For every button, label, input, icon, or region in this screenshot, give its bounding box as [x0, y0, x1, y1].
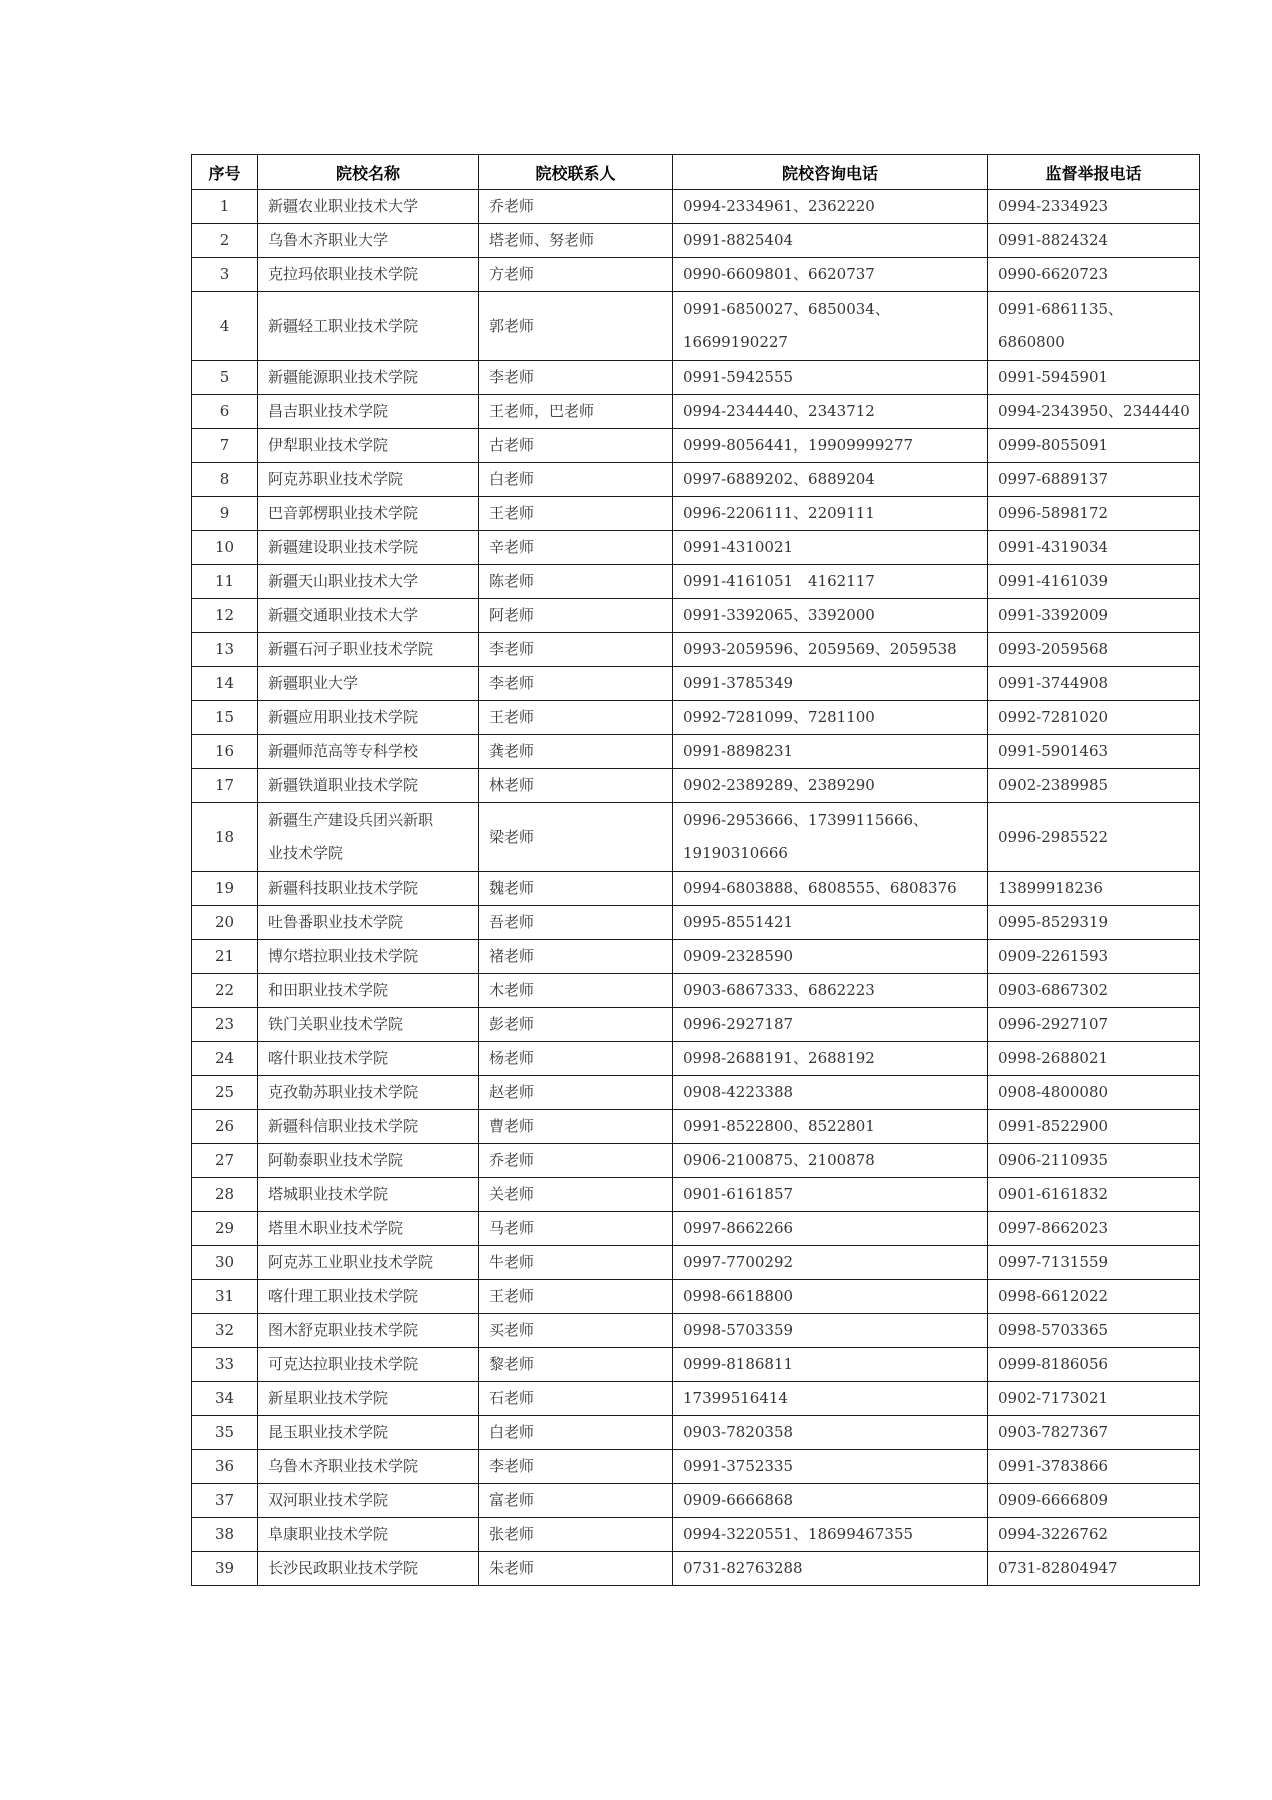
- cell-contact-person: 魏老师: [479, 872, 673, 906]
- cell-consult-phone: 0999-8056441，19909999277: [673, 429, 988, 463]
- cell-contact-person: 林老师: [479, 769, 673, 803]
- cell-index: 34: [192, 1382, 258, 1416]
- cell-report-phone: 0997-8662023: [988, 1212, 1200, 1246]
- cell-report-phone: 0998-6612022: [988, 1280, 1200, 1314]
- cell-contact-person: 王老师，巴老师: [479, 395, 673, 429]
- cell-consult-phone: 0991-4310021: [673, 531, 988, 565]
- cell-report-phone: 0991-3783866: [988, 1450, 1200, 1484]
- cell-report-phone: 0998-2688021: [988, 1042, 1200, 1076]
- cell-school-name: 新疆应用职业技术学院: [258, 701, 479, 735]
- table-row: [192, 1144, 1200, 1178]
- table-row: [192, 429, 1200, 463]
- cell-school-name: 新疆师范高等专科学校: [258, 735, 479, 769]
- cell-contact-person: 李老师: [479, 361, 673, 395]
- table-row: [192, 906, 1200, 940]
- cell-contact-person: 木老师: [479, 974, 673, 1008]
- cell-report-phone: 0996-2985522: [988, 803, 1200, 872]
- cell-school-name: 阿克苏职业技术学院: [258, 463, 479, 497]
- cell-contact-person: 李老师: [479, 1450, 673, 1484]
- cell-school-name: 长沙民政职业技术学院: [258, 1552, 479, 1586]
- cell-consult-phone: 0991-4161051 4162117: [673, 565, 988, 599]
- cell-index: 9: [192, 497, 258, 531]
- cell-consult-phone: 0908-4223388: [673, 1076, 988, 1110]
- cell-index: 12: [192, 599, 258, 633]
- table-row: [192, 258, 1200, 292]
- table-body: [192, 190, 1200, 1586]
- cell-consult-phone: 0994-3220551、18699467355: [673, 1518, 988, 1552]
- cell-contact-person: 陈老师: [479, 565, 673, 599]
- header-report-phone: 监督举报电话: [988, 155, 1200, 190]
- cell-school-name: 新疆能源职业技术学院: [258, 361, 479, 395]
- cell-consult-phone: 0991-8522800、8522801: [673, 1110, 988, 1144]
- cell-contact-person: 曹老师: [479, 1110, 673, 1144]
- cell-contact-person: 阿老师: [479, 599, 673, 633]
- cell-consult-phone: [673, 803, 988, 872]
- cell-school-name: 新疆轻工职业技术学院: [258, 292, 479, 361]
- cell-index: 19: [192, 872, 258, 906]
- header-school-name: 院校名称: [258, 155, 479, 190]
- cell-school-name: 喀什职业技术学院: [258, 1042, 479, 1076]
- cell-consult-phone: 0998-6618800: [673, 1280, 988, 1314]
- cell-consult-phone-line: 16699190227: [683, 333, 788, 351]
- cell-index: 3: [192, 258, 258, 292]
- table-row: [192, 1450, 1200, 1484]
- table-row: [192, 940, 1200, 974]
- table-row: [192, 974, 1200, 1008]
- cell-consult-phone: 0992-7281099、7281100: [673, 701, 988, 735]
- cell-contact-person: 富老师: [479, 1484, 673, 1518]
- cell-consult-phone-line: 0991-6850027、6850034、: [683, 300, 890, 318]
- cell-contact-person: 白老师: [479, 463, 673, 497]
- table-row: [192, 1484, 1200, 1518]
- cell-index: 18: [192, 803, 258, 872]
- cell-report-phone: 0999-8055091: [988, 429, 1200, 463]
- cell-index: 24: [192, 1042, 258, 1076]
- table-row: [192, 1280, 1200, 1314]
- cell-consult-phone: 0991-3752335: [673, 1450, 988, 1484]
- cell-contact-person: 辛老师: [479, 531, 673, 565]
- cell-consult-phone: 0997-6889202、6889204: [673, 463, 988, 497]
- cell-school-name: 新疆交通职业技术大学: [258, 599, 479, 633]
- cell-consult-phone: 0991-5942555: [673, 361, 988, 395]
- cell-index: 23: [192, 1008, 258, 1042]
- cell-school-name: 阿勒泰职业技术学院: [258, 1144, 479, 1178]
- cell-report-phone: 0991-5945901: [988, 361, 1200, 395]
- cell-index: 33: [192, 1348, 258, 1382]
- cell-report-phone: 0997-7131559: [988, 1246, 1200, 1280]
- cell-index: 20: [192, 906, 258, 940]
- cell-consult-phone: [673, 292, 988, 361]
- cell-contact-person: 古老师: [479, 429, 673, 463]
- cell-report-phone: 0991-3744908: [988, 667, 1200, 701]
- cell-contact-person: 彭老师: [479, 1008, 673, 1042]
- cell-consult-phone: 0990-6609801、6620737: [673, 258, 988, 292]
- cell-index: 5: [192, 361, 258, 395]
- cell-report-phone: 0991-4161039: [988, 565, 1200, 599]
- table-row: [192, 1314, 1200, 1348]
- cell-contact-person: 郭老师: [479, 292, 673, 361]
- cell-index: 7: [192, 429, 258, 463]
- header-consult-phone: 院校咨询电话: [673, 155, 988, 190]
- cell-report-phone: 0731-82804947: [988, 1552, 1200, 1586]
- cell-school-name: 乌鲁木齐职业大学: [258, 224, 479, 258]
- cell-index: 1: [192, 190, 258, 224]
- table-row: [192, 872, 1200, 906]
- cell-consult-phone: 0991-3785349: [673, 667, 988, 701]
- cell-school-name: 铁门关职业技术学院: [258, 1008, 479, 1042]
- table-row: [192, 190, 1200, 224]
- cell-index: 27: [192, 1144, 258, 1178]
- cell-school-name: 新疆科信职业技术学院: [258, 1110, 479, 1144]
- cell-school-name-line: 业技术学院: [268, 844, 344, 862]
- cell-consult-phone: 0996-2206111、2209111: [673, 497, 988, 531]
- cell-school-name: 新疆职业大学: [258, 667, 479, 701]
- cell-contact-person: 买老师: [479, 1314, 673, 1348]
- table-row: [192, 1518, 1200, 1552]
- cell-contact-person: 牛老师: [479, 1246, 673, 1280]
- cell-consult-phone: 0994-2334961、2362220: [673, 190, 988, 224]
- cell-report-phone: 0991-8824324: [988, 224, 1200, 258]
- cell-contact-person: 赵老师: [479, 1076, 673, 1110]
- table-row: [192, 1008, 1200, 1042]
- cell-school-name: [258, 803, 479, 872]
- cell-contact-person: 乔老师: [479, 190, 673, 224]
- cell-consult-phone: 0997-8662266: [673, 1212, 988, 1246]
- cell-report-phone: 0995-8529319: [988, 906, 1200, 940]
- cell-school-name: 新星职业技术学院: [258, 1382, 479, 1416]
- cell-consult-phone: 17399516414: [673, 1382, 988, 1416]
- cell-school-name: 阜康职业技术学院: [258, 1518, 479, 1552]
- cell-school-name: 新疆科技职业技术学院: [258, 872, 479, 906]
- cell-consult-phone: 0906-2100875、2100878: [673, 1144, 988, 1178]
- cell-report-phone: 0908-4800080: [988, 1076, 1200, 1110]
- cell-index: 2: [192, 224, 258, 258]
- cell-report-phone: 0990-6620723: [988, 258, 1200, 292]
- cell-contact-person: 杨老师: [479, 1042, 673, 1076]
- cell-index: 36: [192, 1450, 258, 1484]
- cell-consult-phone: 0994-6803888、6808555、6808376: [673, 872, 988, 906]
- cell-index: 6: [192, 395, 258, 429]
- cell-consult-phone: 0998-2688191、2688192: [673, 1042, 988, 1076]
- cell-report-phone: 0994-2334923: [988, 190, 1200, 224]
- cell-report-phone: 0996-5898172: [988, 497, 1200, 531]
- cell-report-phone: 0906-2110935: [988, 1144, 1200, 1178]
- cell-consult-phone: 0903-6867333、6862223: [673, 974, 988, 1008]
- table-row: [192, 1076, 1200, 1110]
- cell-contact-person: 吾老师: [479, 906, 673, 940]
- table-row: [192, 735, 1200, 769]
- cell-school-name: 巴音郭楞职业技术学院: [258, 497, 479, 531]
- cell-school-name: 昌吉职业技术学院: [258, 395, 479, 429]
- cell-school-name: 克拉玛依职业技术学院: [258, 258, 479, 292]
- cell-index: 16: [192, 735, 258, 769]
- cell-index: 11: [192, 565, 258, 599]
- cell-report-phone: 0902-2389985: [988, 769, 1200, 803]
- cell-consult-phone: 0991-8825404: [673, 224, 988, 258]
- cell-consult-phone: 0997-7700292: [673, 1246, 988, 1280]
- cell-contact-person: 张老师: [479, 1518, 673, 1552]
- table-row: [192, 531, 1200, 565]
- table-row: [192, 667, 1200, 701]
- cell-report-phone: 0994-3226762: [988, 1518, 1200, 1552]
- cell-contact-person: 龚老师: [479, 735, 673, 769]
- cell-report-phone: 0901-6161832: [988, 1178, 1200, 1212]
- table-row: [192, 633, 1200, 667]
- cell-report-phone: 0992-7281020: [988, 701, 1200, 735]
- cell-report-phone: 0994-2343950、2344440: [988, 395, 1200, 429]
- table-row: [192, 497, 1200, 531]
- cell-index: 13: [192, 633, 258, 667]
- cell-school-name: 乌鲁木齐职业技术学院: [258, 1450, 479, 1484]
- cell-contact-person: 褚老师: [479, 940, 673, 974]
- cell-report-phone: 0998-5703365: [988, 1314, 1200, 1348]
- cell-index: 29: [192, 1212, 258, 1246]
- cell-school-name: 新疆农业职业技术大学: [258, 190, 479, 224]
- cell-contact-person: 塔老师、努老师: [479, 224, 673, 258]
- cell-consult-phone: 0998-5703359: [673, 1314, 988, 1348]
- cell-consult-phone: 0996-2927187: [673, 1008, 988, 1042]
- header-index: 序号: [192, 155, 258, 190]
- cell-school-name: 新疆石河子职业技术学院: [258, 633, 479, 667]
- table-row: [192, 803, 1200, 872]
- table-row: [192, 1178, 1200, 1212]
- table-row: [192, 1348, 1200, 1382]
- cell-index: 25: [192, 1076, 258, 1110]
- cell-consult-phone: 0994-2344440、2343712: [673, 395, 988, 429]
- cell-contact-person: 王老师: [479, 1280, 673, 1314]
- cell-report-phone: 0993-2059568: [988, 633, 1200, 667]
- cell-report-phone: 0903-6867302: [988, 974, 1200, 1008]
- cell-index: 14: [192, 667, 258, 701]
- cell-contact-person: 石老师: [479, 1382, 673, 1416]
- cell-report-phone: 0991-5901463: [988, 735, 1200, 769]
- cell-consult-phone: 0995-8551421: [673, 906, 988, 940]
- cell-report-phone: 0997-6889137: [988, 463, 1200, 497]
- cell-report-phone: 0902-7173021: [988, 1382, 1200, 1416]
- cell-consult-phone: 0909-2328590: [673, 940, 988, 974]
- cell-contact-person: 李老师: [479, 633, 673, 667]
- cell-report-phone: 13899918236: [988, 872, 1200, 906]
- cell-consult-phone: 0903-7820358: [673, 1416, 988, 1450]
- table-row: [192, 224, 1200, 258]
- cell-index: 30: [192, 1246, 258, 1280]
- cell-school-name: 图木舒克职业技术学院: [258, 1314, 479, 1348]
- cell-index: 39: [192, 1552, 258, 1586]
- cell-school-name: 吐鲁番职业技术学院: [258, 906, 479, 940]
- cell-consult-phone: 0902-2389289、2389290: [673, 769, 988, 803]
- table-row: [192, 1110, 1200, 1144]
- cell-index: 37: [192, 1484, 258, 1518]
- table-row: [192, 565, 1200, 599]
- cell-report-phone: 0909-2261593: [988, 940, 1200, 974]
- table-row: [192, 1212, 1200, 1246]
- cell-report-phone: 0991-3392009: [988, 599, 1200, 633]
- cell-contact-person: 王老师: [479, 701, 673, 735]
- table-row: [192, 599, 1200, 633]
- cell-consult-phone: 0731-82763288: [673, 1552, 988, 1586]
- table-row: [192, 1246, 1200, 1280]
- cell-index: 4: [192, 292, 258, 361]
- cell-index: 17: [192, 769, 258, 803]
- table-row: [192, 1416, 1200, 1450]
- header-contact-person: 院校联系人: [479, 155, 673, 190]
- cell-school-name: 塔里木职业技术学院: [258, 1212, 479, 1246]
- cell-school-name: 新疆建设职业技术学院: [258, 531, 479, 565]
- table-row: [192, 463, 1200, 497]
- cell-index: 26: [192, 1110, 258, 1144]
- table-row: [192, 1042, 1200, 1076]
- cell-consult-phone-line: 19190310666: [683, 844, 788, 862]
- cell-index: 32: [192, 1314, 258, 1348]
- table-header-row: [192, 155, 1200, 190]
- cell-school-name: 克孜勒苏职业技术学院: [258, 1076, 479, 1110]
- cell-contact-person: 朱老师: [479, 1552, 673, 1586]
- cell-consult-phone: 0901-6161857: [673, 1178, 988, 1212]
- cell-report-phone: 0909-6666809: [988, 1484, 1200, 1518]
- cell-index: 21: [192, 940, 258, 974]
- cell-contact-person: 黎老师: [479, 1348, 673, 1382]
- table-row: [192, 1552, 1200, 1586]
- cell-school-name: 喀什理工职业技术学院: [258, 1280, 479, 1314]
- cell-contact-person: 梁老师: [479, 803, 673, 872]
- table-row: [192, 395, 1200, 429]
- cell-contact-person: 马老师: [479, 1212, 673, 1246]
- table-row: [192, 292, 1200, 361]
- cell-contact-person: 李老师: [479, 667, 673, 701]
- cell-school-name: 昆玉职业技术学院: [258, 1416, 479, 1450]
- cell-index: 22: [192, 974, 258, 1008]
- school-contact-table: [191, 154, 1200, 1586]
- cell-index: 10: [192, 531, 258, 565]
- cell-report-phone: 0999-8186056: [988, 1348, 1200, 1382]
- cell-index: 15: [192, 701, 258, 735]
- cell-school-name: 新疆铁道职业技术学院: [258, 769, 479, 803]
- cell-school-name: 塔城职业技术学院: [258, 1178, 479, 1212]
- cell-consult-phone: 0909-6666868: [673, 1484, 988, 1518]
- cell-contact-person: 王老师: [479, 497, 673, 531]
- cell-contact-person: 关老师: [479, 1178, 673, 1212]
- cell-contact-person: 乔老师: [479, 1144, 673, 1178]
- cell-consult-phone: 0999-8186811: [673, 1348, 988, 1382]
- cell-school-name: 博尔塔拉职业技术学院: [258, 940, 479, 974]
- cell-consult-phone: 0991-3392065、3392000: [673, 599, 988, 633]
- cell-school-name: 和田职业技术学院: [258, 974, 479, 1008]
- cell-contact-person: 白老师: [479, 1416, 673, 1450]
- cell-report-phone: 0991-4319034: [988, 531, 1200, 565]
- cell-school-name: 新疆天山职业技术大学: [258, 565, 479, 599]
- cell-report-phone: 0996-2927107: [988, 1008, 1200, 1042]
- cell-index: 35: [192, 1416, 258, 1450]
- table-row: [192, 701, 1200, 735]
- cell-report-phone: 0991-6861135、6860800: [988, 292, 1200, 361]
- cell-index: 31: [192, 1280, 258, 1314]
- cell-consult-phone: 0991-8898231: [673, 735, 988, 769]
- cell-index: 28: [192, 1178, 258, 1212]
- cell-contact-person: 方老师: [479, 258, 673, 292]
- cell-school-name: 双河职业技术学院: [258, 1484, 479, 1518]
- table-row: [192, 1382, 1200, 1416]
- cell-school-name: 可克达拉职业技术学院: [258, 1348, 479, 1382]
- cell-consult-phone-line: 0996-2953666、17399115666、: [683, 811, 929, 829]
- cell-consult-phone: 0993-2059596、2059569、2059538: [673, 633, 988, 667]
- table-row: [192, 769, 1200, 803]
- cell-index: 38: [192, 1518, 258, 1552]
- cell-school-name: 伊犁职业技术学院: [258, 429, 479, 463]
- cell-school-name-line: 新疆生产建设兵团兴新职: [268, 811, 434, 829]
- table-row: [192, 361, 1200, 395]
- cell-index: 8: [192, 463, 258, 497]
- cell-report-phone: 0903-7827367: [988, 1416, 1200, 1450]
- cell-school-name: 阿克苏工业职业技术学院: [258, 1246, 479, 1280]
- cell-report-phone: 0991-8522900: [988, 1110, 1200, 1144]
